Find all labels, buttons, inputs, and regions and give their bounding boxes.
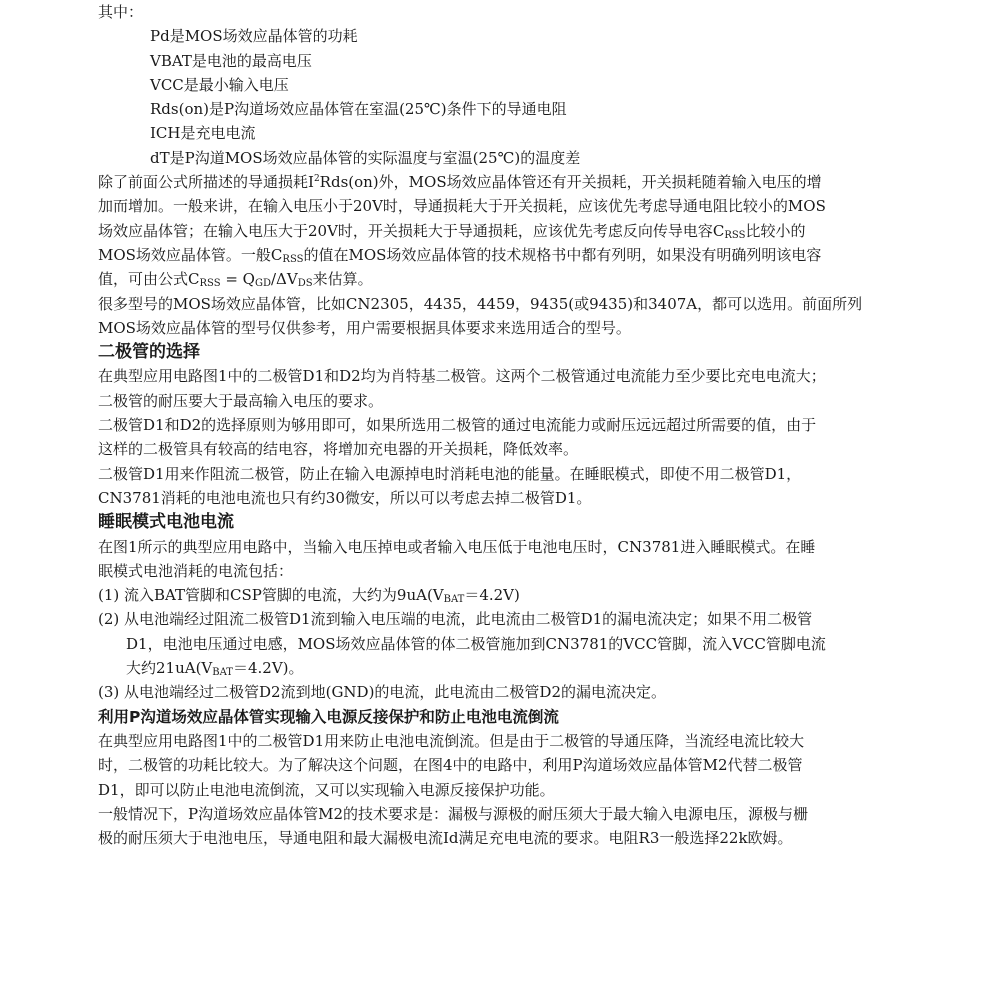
reverse-p2-line-2: 极的耐压须大于电池电压，导通电阻和最大漏极电流Id满足充电电流的要求。电阻R3一般选择22k欧姆。 (98, 829, 793, 848)
reverse-protection-heading: 利用P沟道场效应晶体管实现输入电源反接保护和防止电池电流倒流 (98, 707, 559, 726)
diode-p3-line-1: 二极管D1用来作阻流二极管，防止在输入电源掉电时消耗电池的能量。在睡眠模式，即使不用二极管D1， (98, 464, 802, 483)
reverse-p1-line-3: D1，即可以防止电池电流倒流，又可以实现输入电源反接保护功能。 (98, 780, 555, 799)
sleep-p1-line-2: 眠模式电池消耗的电流包括： (98, 561, 294, 580)
definition-vbat: VBAT是电池的最高电压 (150, 51, 312, 70)
intro-label: 其中： (98, 3, 144, 21)
switching-loss-line-4: MOS场效应晶体管。一般$C_{RSS}$的值在MOS场效应晶体管的技术规格书中都有列明，如果没有明确列明该电容 (98, 245, 822, 265)
reverse-p1-line-1: 在典型应用电路图1中的二极管D1用来防止电池电流倒流。但是由于二极管的导通压降，当流经电流比较大 (98, 731, 805, 750)
switching-loss-line-5: 值，可由公式$C_{RSS} = Q_{GD}/\Delta V_{DS}$来估算。 (98, 270, 373, 290)
definition-dt: dT是P沟道MOS场效应晶体管的实际温度与室温(25℃)的温度差 (150, 148, 581, 167)
definition-rds: Rds(on)是P沟道场效应晶体管在室温(25℃)条件下的导通电阻 (150, 100, 567, 119)
sleep-section-heading: 睡眠模式电池电流 (98, 512, 234, 533)
switching-loss-line-1: 除了前面公式所描述的导通损耗$I^2Rds(on)$外，MOS场效应晶体管还有开关损耗，开关损耗随着输入电压的增 (98, 173, 822, 192)
sleep-list-item-3: (3) 从电池端经过二极管D2流到地(GND)的电流，此电流由二极管D2的漏电流决定。 (98, 683, 666, 702)
mos-models-line-2: MOS场效应晶体管的型号仅供参考，用户需要根据具体要求来选用适合的型号。 (98, 318, 631, 337)
reverse-p2-line-1: 一般情况下，P沟道场效应晶体管M2的技术要求是：漏极与源极的耐压须大于最大输入电源电压，源极与栅 (98, 804, 808, 823)
diode-p1-line-1: 在典型应用电路图1中的二极管D1和D2均为肖特基二极管。这两个二极管通过电流能力至少要比充电电流大； (98, 367, 826, 386)
diode-p2-line-1: 二极管D1和D2的选择原则为够用即可，如果所选用二极管的通过电流能力或耐压远远超过所需要的值，由于 (98, 416, 817, 435)
diode-p1-line-2: 二极管的耐压要大于最高输入电压的要求。 (98, 391, 384, 410)
diode-p2-line-2: 这样的二极管具有较高的结电容，将增加充电器的开关损耗，降低效率。 (98, 440, 579, 459)
sleep-list-item-2-line-2: D1，电池电压通过电感，MOS场效应晶体管的体二极管施加到CN3781的VCC管脚，流入VCC管脚电流 (126, 634, 826, 653)
definition-ich: ICH是充电电流 (150, 124, 256, 143)
switching-loss-line-2: 加而增加。一般来讲，在输入电压小于20V时，导通损耗大于开关损耗，应该优先考虑导通电阻比较小的MOS (98, 197, 826, 216)
reverse-p1-line-2: 时，二极管的功耗比较大。为了解决这个问题，在图4中的电路中，利用P沟道场效应晶体管M2代替二极管 (98, 756, 803, 775)
sleep-list-item-2-line-1: (2) 从电池端经过阻流二极管D1流到输入电压端的电流，此电流由二极管D1的漏电流决定；如果不用二极管 (98, 610, 813, 629)
switching-loss-line-3: 场效应晶体管；在输入电压大于20V时，开关损耗大于导通损耗，应该优先考虑反向传导电容$C_{RSS}$比较小的 (98, 221, 806, 241)
sleep-list-item-1: (1) 流入BAT管脚和CSP管脚的电流，大约为$9uA(V_{BAT}=4.2V)$ (98, 586, 520, 606)
sleep-p1-line-1: 在图1所示的典型应用电路中，当输入电压掉电或者输入电压低于电池电压时，CN3781进入睡眠模式。在睡 (98, 537, 816, 556)
diode-p3-line-2: CN3781消耗的电池电流也只有约30微安，所以可以考虑去掉二极管D1。 (98, 488, 592, 507)
definition-vcc: VCC是最小输入电压 (150, 75, 289, 94)
diode-section-heading: 二极管的选择 (98, 342, 200, 363)
definition-pd: Pd是MOS场效应晶体管的功耗 (150, 27, 358, 46)
document-body (98, 0, 924, 850)
sleep-list-item-2-line-3: 大约$21uA(V_{BAT}=4.2V)$。 (126, 659, 304, 679)
mos-models-line-1: 很多型号的MOS场效应晶体管，比如CN2305，4435，4459，9435(或9435)和3407A，都可以选用。前面所列 (98, 294, 863, 313)
